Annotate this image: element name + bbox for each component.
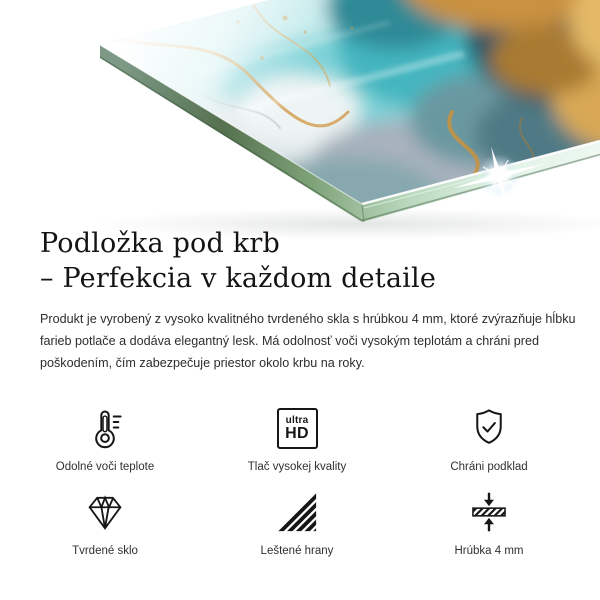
product-hero-image (0, 0, 600, 240)
shield-check-icon (467, 404, 511, 452)
feature-item-polished-edges (201, 488, 393, 572)
page-title-line2: – Perfekcia v každom detaile (40, 263, 436, 294)
description-line: poškodením, čím zabezpečuje priestor okolo krbu na roky. (40, 356, 365, 370)
ultra-hd-icon (277, 404, 318, 452)
ultra-hd-text-bottom: HD (285, 425, 309, 442)
page-title (40, 226, 436, 296)
feature-item-print-quality (201, 404, 393, 488)
feature-label: Hrúbka 4 mm (454, 545, 524, 557)
product-description (40, 308, 576, 374)
polished-edges-icon (275, 488, 319, 536)
feature-label: Odolné voči teplote (55, 461, 155, 473)
ultra-hd-text-top: ultra (285, 415, 309, 426)
feature-label: Leštené hrany (260, 545, 334, 557)
diamond-icon (82, 488, 128, 536)
feature-item-tempered-glass (9, 488, 201, 572)
description-line: farieb potlače a dodáva elegantný lesk. Má odolnosť voči vysokým teplotám a chráni pred (40, 334, 539, 348)
feature-item-thickness (393, 488, 585, 572)
ultra-hd-badge (277, 408, 318, 449)
thermometer-icon (83, 404, 127, 452)
feature-item-protects-surface (393, 404, 585, 488)
description-line: Produkt je vyrobený z vysoko kvalitného tvrdeného skla s hrúbkou 4 mm, ktoré zvýrazňuje hĺbku (40, 312, 576, 326)
feature-label: Chráni podklad (450, 461, 528, 473)
marble-artwork (0, 0, 600, 240)
page-title-line1: Podložka pod krb (40, 228, 280, 259)
feature-grid (9, 404, 585, 572)
feature-item-heat-resistant (9, 404, 201, 488)
feature-label: Tvrdené sklo (72, 545, 138, 557)
glass-panel-photo (0, 0, 600, 240)
thickness-arrows-icon (467, 488, 511, 536)
feature-label: Tlač vysokej kvality (247, 461, 347, 473)
